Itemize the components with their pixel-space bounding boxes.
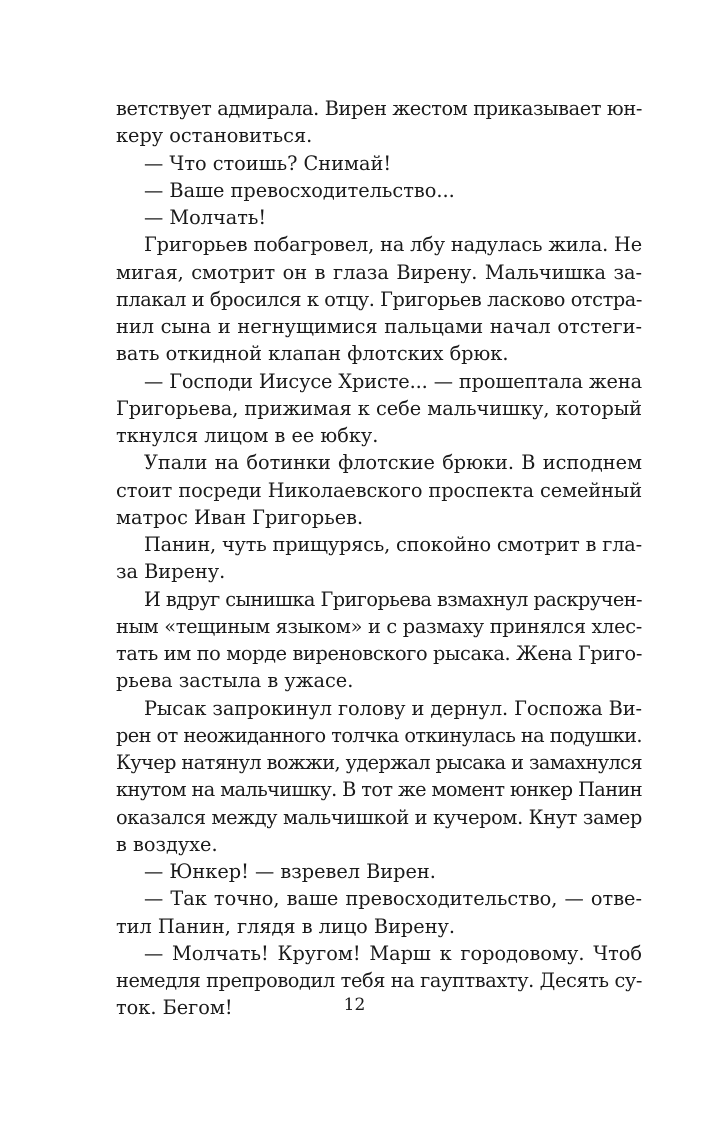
dialogue-line: — Молчать! — [144, 206, 267, 229]
dialogue-line: — Юнкер! — взревел Вирен. — [144, 860, 436, 883]
text-line: плакал и бросился к отцу. Григорьев ласково отстра- — [116, 287, 642, 311]
text-line: Панин, чуть прищурясь, спокойно смотрит в гла- — [144, 533, 642, 556]
text-line: тать им по морде виреновского рысака. Жена Григо- — [116, 642, 642, 665]
text-line: кнутом на мальчишку. В тот же момент юнкер Панин — [116, 778, 642, 802]
text-line: Упали на ботинки флотские брюки. В исподнем — [144, 451, 642, 475]
text-line: тил Панин, глядя в лицо Вирену. — [116, 914, 456, 938]
text-line: Григорьев побагровел, на лбу надулась жила. Не — [144, 233, 642, 257]
text-line: ветствует адмирала. Вирен жестом приказывает юн- — [116, 97, 642, 120]
dialogue-line: — Ваше превосходительство... — [144, 178, 455, 202]
text-line: ток. Бегом! — [116, 996, 233, 1020]
text-line: Григорьева, прижимая к себе мальчишку, который — [116, 396, 642, 420]
dialogue-line: — Так точно, ваше превосходительство, — отве- — [144, 887, 642, 911]
dialogue-line: — Что стоишь? Снимай! — [144, 151, 392, 175]
text-line: в воздухе. — [116, 832, 218, 856]
text-line: стоит посреди Николаевского проспекта семейный — [116, 478, 642, 502]
text-line: нил сына и негнущимися пальцами начал отстеги- — [116, 315, 642, 338]
dialogue-line: — Молчать! Кругом! Марш к городовому. Чтоб — [144, 941, 642, 965]
text-line: рен от неожиданного толчка откинулась на подушки. — [116, 723, 642, 747]
text-line: ткнулся лицом в ее юбку. — [116, 424, 379, 447]
text-line: немедля препроводил тебя на гауптвахту. Десять су- — [116, 969, 642, 992]
text-line: вать откидной клапан флотских брюк. — [116, 342, 509, 366]
text-line: мигая, смотрит он в глаза Вирену. Мальчишка за- — [116, 260, 642, 284]
dialogue-line: — Господи Иисусе Христе... — прошептала жена — [144, 369, 642, 393]
page-number: 12 — [343, 995, 366, 1015]
text-line: Рысак запрокинул голову и дернул. Госпожа Ви- — [144, 696, 642, 720]
text-line: ным «тещиным языком» и с размаху принялся хлес- — [116, 614, 642, 638]
text-line: И вдруг сынишка Григорьева взмахнул раскручен- — [144, 587, 642, 611]
text-line: Кучер натянул вожжи, удержал рысака и замахнулся — [116, 751, 642, 774]
text-line: матрос Иван Григорьев. — [116, 505, 364, 529]
text-line: оказался между мальчишкой и кучером. Кнут замер — [116, 805, 642, 829]
page-body-text — [116, 95, 642, 1022]
text-line: керу остановиться. — [116, 124, 313, 148]
text-line: за Вирену. — [116, 560, 226, 584]
text-line: рьева застыла в ужасе. — [116, 669, 354, 693]
